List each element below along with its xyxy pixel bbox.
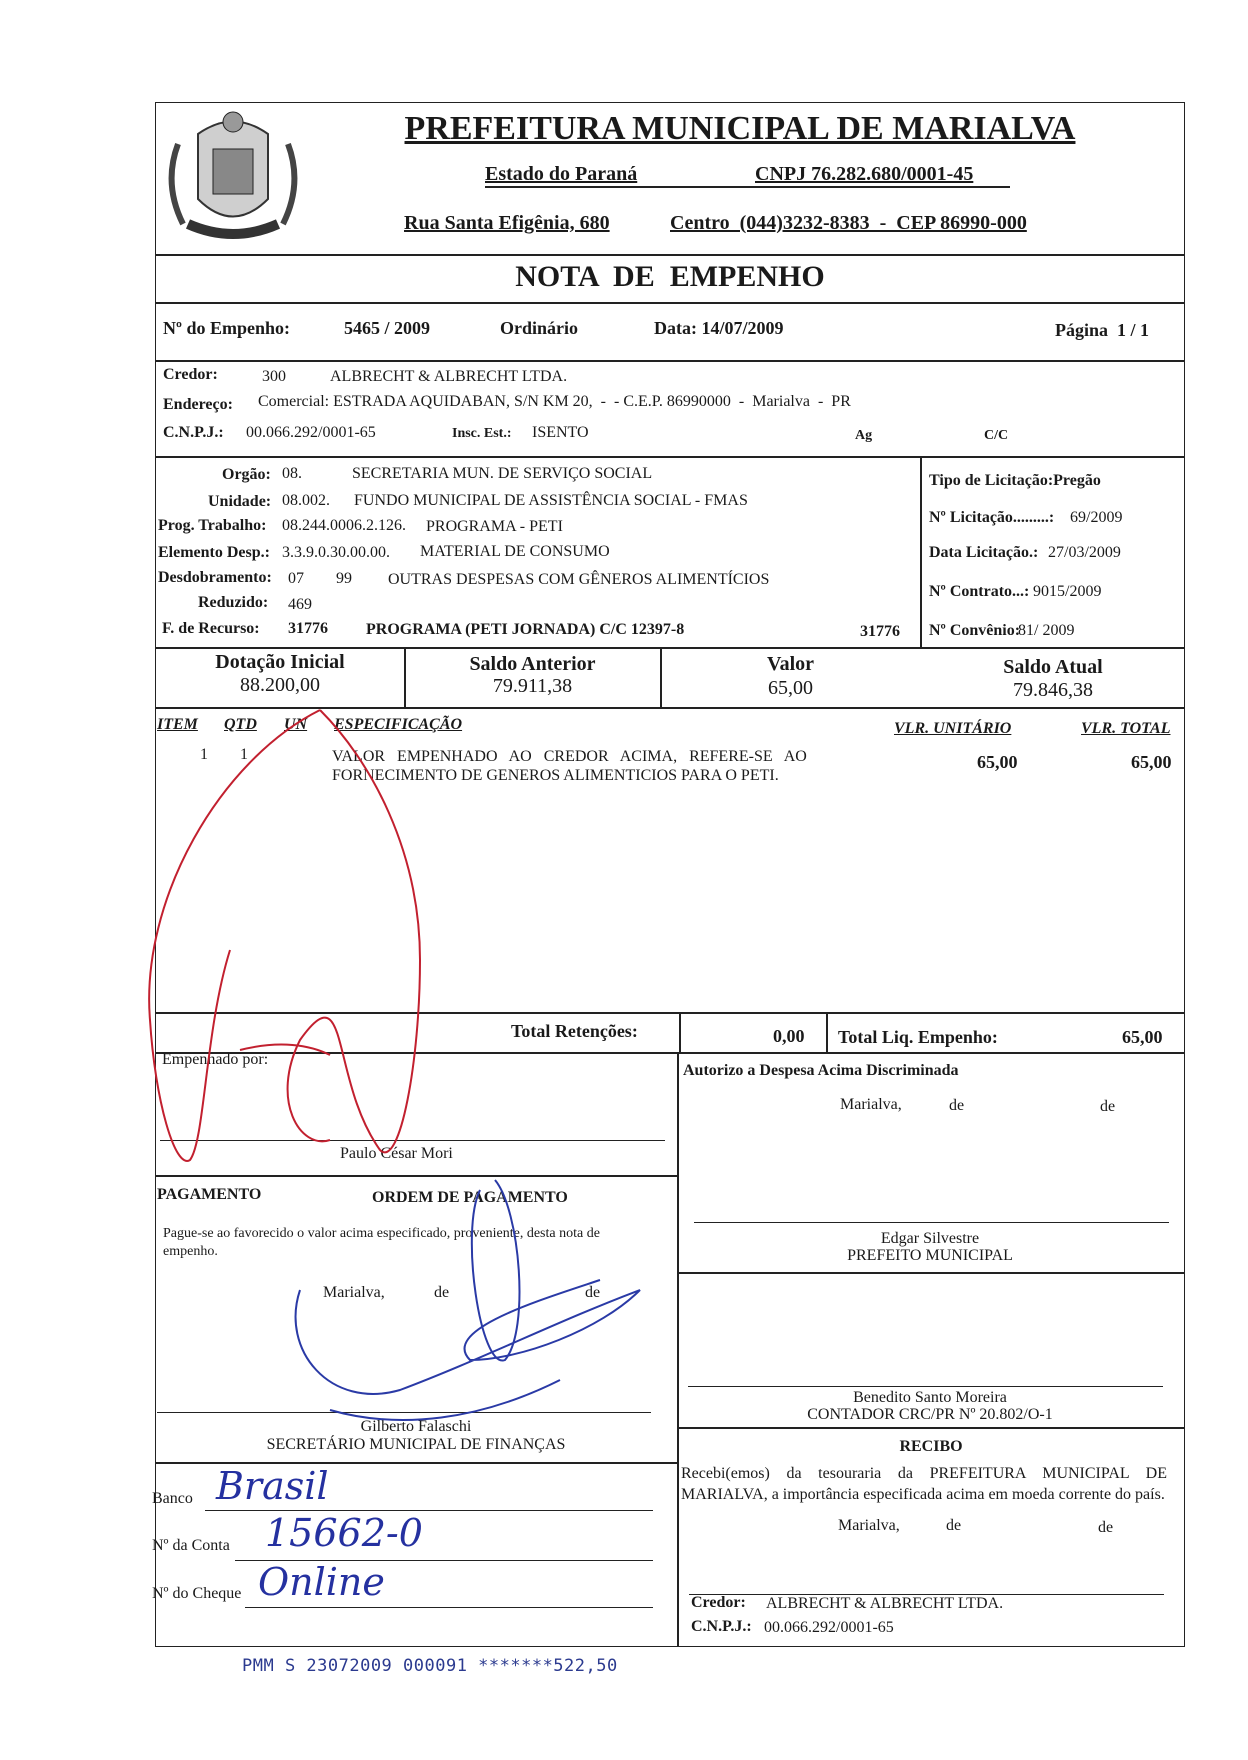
- orgao-name: SECRETARIA MUN. DE SERVIÇO SOCIAL: [352, 465, 653, 482]
- pagamento-de-2: de: [585, 1284, 601, 1301]
- recibo-de-2: de: [1098, 1519, 1114, 1536]
- credor-code: 300: [262, 368, 286, 385]
- recibo-de-1: de: [946, 1517, 962, 1534]
- empenhado-bottom-rule: [155, 1175, 677, 1177]
- dotacao-label: Dotação Inicial: [215, 651, 345, 673]
- empenho-date: Data: 14/07/2009: [654, 318, 784, 338]
- empenho-label: Nº do Empenho:: [163, 318, 290, 338]
- prog-label: Prog. Trabalho:: [158, 517, 267, 534]
- cheque-handwritten: Online: [258, 1560, 385, 1604]
- items-header-qtd: QTD: [224, 716, 257, 733]
- desdobramento-sub: 99: [336, 570, 352, 587]
- retencoes-label: Total Retenções:: [511, 1021, 638, 1041]
- unidade-code: 08.002.: [282, 492, 330, 509]
- autorizo-city: Marialva,: [840, 1096, 902, 1113]
- autorizo-role: PREFEITO MUNICIPAL: [847, 1247, 1013, 1264]
- saldo-anterior-label: Saldo Anterior: [469, 653, 596, 675]
- saldo-atual-value: 79.846,38: [1013, 679, 1093, 701]
- prog-name: PROGRAMA - PETI: [426, 518, 563, 535]
- credor-address: Comercial: ESTRADA AQUIDABAN, S/N KM 20, - - C.E.P. 86990000 - Marialva - PR: [258, 393, 851, 410]
- autorizo-de-1: de: [949, 1097, 965, 1114]
- reduzido-label: Reduzido:: [198, 594, 269, 611]
- retencoes-value: 0,00: [773, 1026, 805, 1046]
- contador-bottom-rule: [677, 1427, 1185, 1429]
- values-bottom-rule: [155, 707, 1185, 709]
- valor-value: 65,00: [768, 677, 813, 699]
- item-number: 1: [200, 746, 208, 763]
- desdobramento-name: OUTRAS DESPESAS COM GÊNEROS ALIMENTÍCIOS: [388, 571, 770, 588]
- banco-handwritten: Brasil: [216, 1464, 329, 1508]
- desdobramento-label: Desdobramento:: [158, 569, 272, 586]
- licitacao-data-label: Data Licitação.:: [929, 544, 1039, 561]
- title-bottom-rule: [155, 302, 1185, 304]
- autorizo-signer: Edgar Silvestre: [880, 1230, 980, 1247]
- reduzido-code: 469: [288, 596, 312, 613]
- items-header-unit: VLR. UNITÁRIO: [894, 720, 1012, 737]
- credor-name: ALBRECHT & ALBRECHT LTDA.: [330, 368, 568, 385]
- fonte-name: PROGRAMA (PETI JORNADA) C/C 12397-8: [366, 621, 685, 638]
- elemento-label: Elemento Desp.:: [158, 544, 270, 561]
- header-title: PREFEITURA MUNICIPAL DE MARIALVA: [404, 110, 1076, 147]
- page-number: Página 1 / 1: [1055, 320, 1150, 340]
- recibo-city: Marialva,: [838, 1517, 900, 1534]
- contador-signature-line: [688, 1386, 1163, 1387]
- payment-stamp: PMM S 23072009 000091 *******522,50: [242, 1656, 618, 1676]
- recibo-cnpj-label: C.N.P.J.:: [691, 1618, 752, 1635]
- contrato-label: Nº Contrato...:: [929, 583, 1030, 600]
- item-spec-line-2: FORNECIMENTO DE GENEROS ALIMENTICIOS PARA O PETI.: [332, 767, 779, 784]
- saldo-atual-label: Saldo Atual: [1003, 656, 1103, 678]
- empenhado-name: Paulo César Mori: [340, 1145, 453, 1162]
- empenhado-label: Empenhado por:: [162, 1051, 269, 1068]
- elemento-name: MATERIAL DE CONSUMO: [420, 543, 610, 560]
- header-cnpj: CNPJ 76.282.680/0001-45: [755, 163, 974, 185]
- cc-label: C/C: [984, 428, 1009, 443]
- item-total-value: 65,00: [1131, 752, 1172, 772]
- recibo-credor: ALBRECHT & ALBRECHT LTDA.: [766, 1595, 1004, 1612]
- address-label: Endereço:: [163, 396, 233, 413]
- items-header-total: VLR. TOTAL: [1081, 720, 1171, 737]
- fonte-label: F. de Recurso:: [162, 620, 260, 637]
- convenio-value: 81/ 2009: [1018, 622, 1075, 639]
- empenho-number: 5465 / 2009: [344, 318, 431, 338]
- coat-of-arms-logo: [158, 104, 308, 252]
- conta-label: Nº da Conta: [152, 1537, 230, 1554]
- cnpj-label: C.N.P.J.:: [163, 424, 224, 441]
- dotacao-value: 88.200,00: [240, 674, 320, 696]
- insc-value: ISENTO: [532, 424, 589, 441]
- unidade-name: FUNDO MUNICIPAL DE ASSISTÊNCIA SOCIAL - FMAS: [354, 492, 748, 509]
- lower-divider: [677, 1052, 679, 1647]
- budget-divider: [920, 456, 922, 648]
- pagamento-signature-line: [157, 1412, 651, 1413]
- empenho-bottom-rule: [155, 360, 1185, 362]
- autorizo-title: Autorizo a Despesa Acima Discriminada: [683, 1062, 959, 1079]
- fonte-code-2: 31776: [860, 623, 900, 640]
- pagamento-de-1: de: [434, 1284, 450, 1301]
- conta-handwritten: 15662-0: [265, 1511, 423, 1555]
- insc-label: Insc. Est.:: [452, 426, 512, 441]
- contador-signer: Benedito Santo Moreira: [853, 1389, 1007, 1406]
- contador-role: CONTADOR CRC/PR Nº 20.802/O-1: [807, 1406, 1053, 1423]
- autorizo-signature-line: [694, 1222, 1169, 1223]
- header-state: Estado do Paraná: [485, 163, 638, 185]
- pagamento-role: SECRETÁRIO MUNICIPAL DE FINANÇAS: [266, 1436, 566, 1453]
- banco-label: Banco: [152, 1490, 193, 1507]
- fonte-code: 31776: [288, 620, 328, 637]
- pagamento-title: ORDEM DE PAGAMENTO: [372, 1189, 568, 1206]
- ag-label: Ag: [855, 428, 873, 443]
- pagamento-label: PAGAMENTO: [157, 1186, 262, 1203]
- header-address: Rua Santa Efigênia, 680: [404, 212, 610, 234]
- orgao-label: Orgão:: [222, 466, 271, 483]
- empenho-type: Ordinário: [500, 318, 579, 338]
- items-header-un: UN: [284, 716, 308, 733]
- header-bottom-rule: [155, 254, 1185, 256]
- totals-divider-1: [679, 1012, 681, 1052]
- orgao-code: 08.: [282, 465, 302, 482]
- pagamento-city: Marialva,: [323, 1284, 385, 1301]
- budget-bottom-rule: [155, 647, 1185, 649]
- item-qtd: 1: [240, 746, 248, 763]
- licitacao-data: 27/03/2009: [1048, 544, 1121, 561]
- credor-bottom-rule: [155, 456, 1185, 458]
- totals-bottom-rule: [155, 1052, 1185, 1054]
- cheque-line: [245, 1607, 653, 1608]
- liquido-label: Total Liq. Empenho:: [838, 1027, 998, 1047]
- prog-code: 08.244.0006.2.126.: [282, 517, 406, 534]
- empenhado-signature-line: [160, 1140, 665, 1141]
- licitacao-tipo: Tipo de Licitação:Pregão: [929, 472, 1101, 489]
- totals-top-rule: [155, 1012, 1185, 1014]
- item-spec-line-1: VALOR EMPENHADO AO CREDOR ACIMA, REFERE-SE AO: [332, 748, 807, 765]
- saldo-anterior-value: 79.911,38: [492, 675, 573, 697]
- recibo-cnpj: 00.066.292/0001-65: [764, 1619, 894, 1636]
- items-header-item: ITEM: [157, 716, 198, 733]
- pagamento-signer: Gilberto Falaschi: [360, 1418, 472, 1435]
- item-unit-value: 65,00: [977, 752, 1018, 772]
- contrato-value: 9015/2009: [1033, 583, 1102, 600]
- totals-divider-2: [826, 1012, 828, 1052]
- header-state-rule: [485, 186, 1010, 188]
- unidade-label: Unidade:: [208, 493, 272, 510]
- items-header-spec: ESPECIFICAÇÃO: [334, 716, 463, 733]
- pagamento-text: Pague-se ao favorecido o valor acima especificado, proveniente, desta nota de empenho.: [163, 1226, 600, 1259]
- licitacao-numero-label: Nº Licitação.........:: [929, 509, 1055, 526]
- elemento-code: 3.3.9.0.30.00.00.: [282, 544, 390, 561]
- recibo-credor-label: Credor:: [691, 1594, 746, 1611]
- credor-cnpj: 00.066.292/0001-65: [246, 424, 376, 441]
- recibo-text: Recebi(emos) da tesouraria da PREFEITURA MUNICIPAL DE MARIALVA, a importância especificada acima em moeda corrente do país.: [681, 1465, 1167, 1503]
- recibo-title: RECIBO: [899, 1438, 963, 1455]
- desdobramento-code: 07: [288, 570, 304, 587]
- credor-label: Credor:: [163, 366, 218, 383]
- liquido-value: 65,00: [1122, 1027, 1163, 1047]
- convenio-label: Nº Convênio:: [929, 622, 1021, 639]
- header-contact: Centro (044)3232-8383 - CEP 86990-000: [670, 212, 1027, 234]
- valor-label: Valor: [766, 653, 815, 675]
- autorizo-bottom-rule: [677, 1272, 1185, 1274]
- autorizo-de-2: de: [1100, 1098, 1116, 1115]
- licitacao-numero: 69/2009: [1070, 509, 1123, 526]
- document-title: NOTA DE EMPENHO: [515, 260, 825, 293]
- cheque-label: Nº do Cheque: [152, 1585, 242, 1602]
